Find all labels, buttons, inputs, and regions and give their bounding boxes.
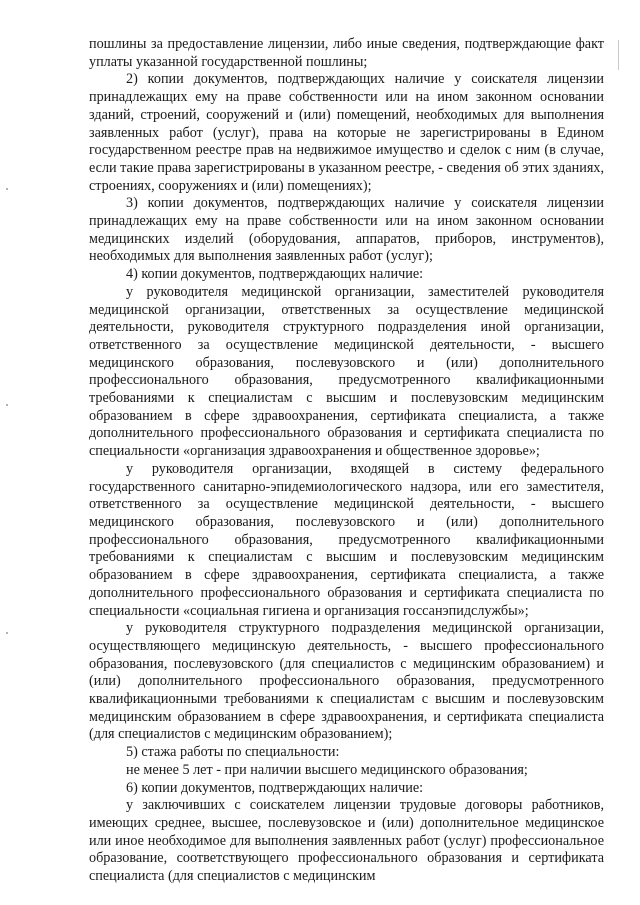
- paragraph: у руководителя медицинской организации, заместителей руководителя медицинской организации, ответственных за осуществление медицинской деятельности, руководителя структурного подразделения иной организации, ответственного за осуществление медицинской деятельности, - высшего медицинского образования, послевузовского и (или) дополнительного профессионального образования, предусмотренного квалификационными требованиями к специалистам с высшим и послевузовским медицинским образованием в сфере здравоохранения, сертификата специалиста, а также дополнительного профессионального образования и сертификата специалиста по специальности «организация здравоохранения и общественное здоровье»;: [89, 283, 604, 460]
- paragraph: не менее 5 лет - при наличии высшего медицинского образования;: [126, 761, 528, 778]
- paragraph: у руководителя структурного подразделения медицинской организации, осуществляющего медицинскую деятельность, - высшего профессионального образования, послевузовского (для специалистов с медицинским образованием) и (или) дополнительного профессионального образования, предусмотренного квалификационными требованиями к специалистам с высшим и послевузовским медицинским образованием в сфере здравоохранения, и сертификата специалиста (для специалистов с медицинским образованием);: [89, 620, 604, 743]
- scan-margin-mark: [6, 404, 8, 406]
- paragraph: у заключивших с соискателем лицензии трудовые договоры работников, имеющих среднее, высшее, послевузовское и (или) дополнительное медицинское или иное необходимое для выполнения заявленных работ (услуг) профессиональное образование, соответствующего профессионального образования и сертификата специалиста (для специалистов с медицинским: [89, 797, 604, 885]
- paragraph: 5) стажа работы по специальности:: [126, 744, 340, 761]
- scan-edge-mark: [618, 40, 619, 70]
- scan-margin-mark: [6, 632, 8, 634]
- paragraph: 4) копии документов, подтверждающих наличие:: [126, 266, 424, 283]
- paragraph: у руководителя организации, входящей в систему федерального государственного санитарно-эпидемиологического надзора, или его заместителя, ответственного за осуществление медицинской деятельности, - высшего медицинского образования, послевузовского и (или) дополнительного профессионального образования, предусмотренного квалификационными требованиями к специалистам с высшим и послевузовским медицинским образованием в сфере здравоохранения, сертификата специалиста, а также дополнительного профессионального образования и сертификата специалиста по специальности «социальная гигиена и организация госсанэпидслужбы»;: [89, 460, 604, 619]
- paragraph: 3) копии документов, подтверждающих наличие у соискателя лицензии принадлежащих ему на праве собственности или на ином законном основании медицинских изделий (оборудования, аппаратов, приборов, инструментов), необходимых для выполнения заявленных работ (услуг);: [89, 195, 604, 265]
- document-body: [89, 36, 604, 886]
- paragraph: 6) копии документов, подтверждающих наличие:: [126, 779, 424, 796]
- paragraph: 2) копии документов, подтверждающих наличие у соискателя лицензии принадлежащих ему на праве собственности или на ином законном основании зданий, строений, сооружений и (или) помещений, необходимых для выполнения заявленных работ (услуг), права на которые не зарегистрированы в Едином государственном реестре прав на недвижимое имущество и сделок с ним (в случае, если такие права зарегистрированы в указанном реестре, - сведения об этих зданиях, строениях, сооружениях и (или) помещениях);: [89, 71, 604, 194]
- paragraph: пошлины за предоставление лицензии, либо иные сведения, подтверждающие факт уплаты указанной государственной пошлины;: [89, 36, 604, 70]
- scan-margin-mark: [6, 188, 8, 190]
